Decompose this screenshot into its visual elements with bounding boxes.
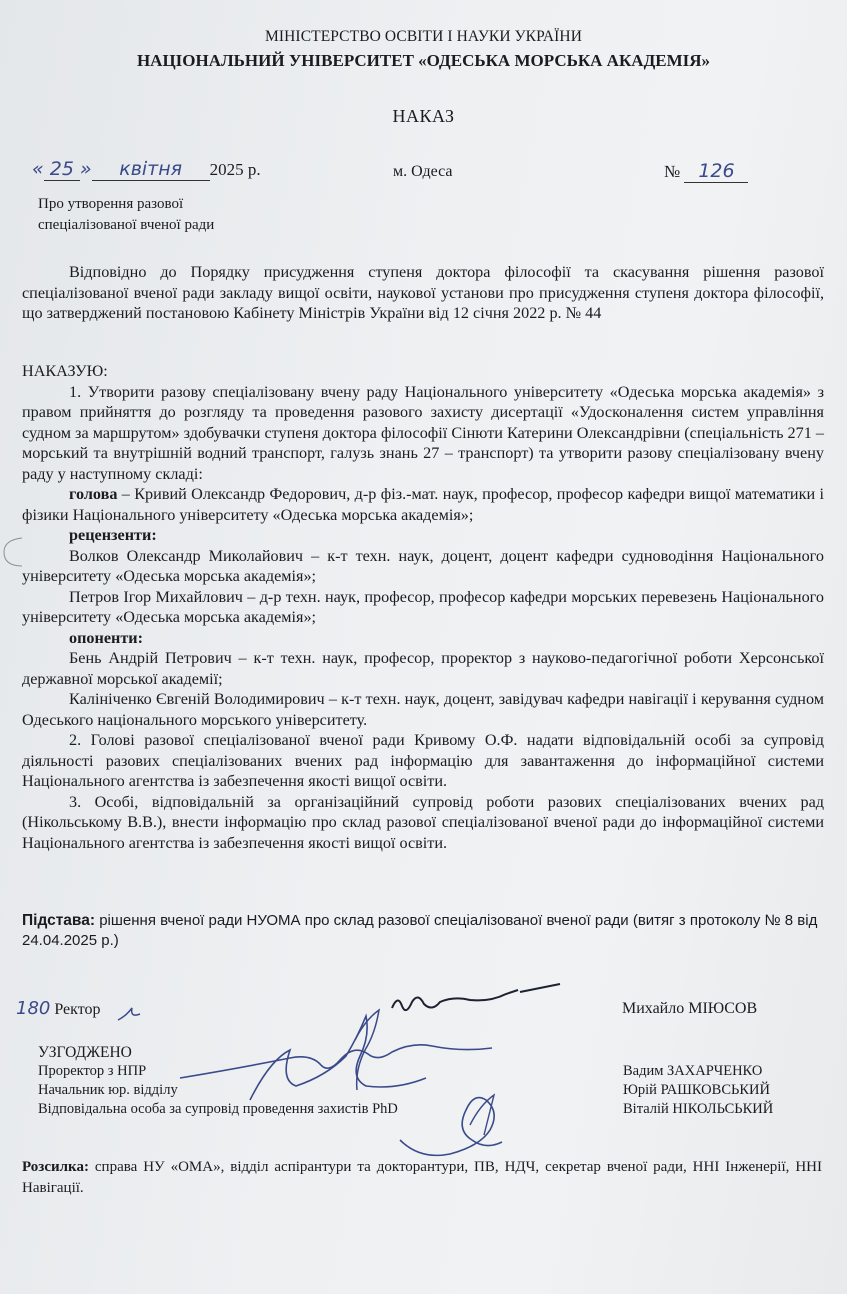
rector-note: 180 [16, 998, 51, 1019]
reviewer-1: Волков Олександр Миколайович – к-т техн. наук, доцент, доцент кафедри судноводіння Національного університету «Одеська морська академія»; [22, 546, 824, 585]
date-close-quote: » [79, 158, 92, 180]
order-body [22, 361, 824, 853]
basis-label: Підстава: [22, 912, 96, 929]
date-day: 25 [44, 158, 80, 181]
name-3: Віталій НІКОЛЬСЬКИЙ [623, 1101, 774, 1117]
mailing-label: Розсилка: [22, 1159, 89, 1175]
rector-name: Михайло МІЮСОВ [622, 1000, 758, 1017]
phd-signature-stroke [470, 1095, 494, 1135]
rector-signature [392, 984, 560, 1010]
opponent-2: Калініченко Євгеній Володимирович – к-т техн. наук, доцент, завідувач кафедри навігації і керування судном Одеського національного морського університету. [22, 690, 824, 729]
rector-label: Ректор [54, 1001, 101, 1018]
subject-line-2: спеціалізованої вченої ради [38, 217, 215, 233]
name-2: Юрій РАШКОВСЬКИЙ [623, 1082, 770, 1098]
role-3: Відповідальна особа за супровід проведення захистів PhD [38, 1101, 398, 1117]
reviewers-label: рецензенти [69, 526, 152, 544]
chair-text: – Кривий Олександр Федорович, д-р фіз.-мат. наук, професор, професор кафедри вищої математики і фізики Національного університету «Одеська морська академія»; [22, 485, 824, 524]
rector-initials [118, 1008, 140, 1020]
subject-line-1: Про утворення разової [38, 196, 184, 212]
reviewers-heading: рецензенти: [69, 526, 157, 544]
ministry-header: МІНІСТЕРСТВО ОСВІТИ І НАУКИ УКРАЇНИ [265, 28, 582, 45]
date-open-quote: « [32, 158, 44, 180]
phd-signature [400, 1098, 502, 1156]
date-month: квітня [92, 158, 210, 181]
document-title: НАКАЗ [392, 106, 455, 126]
signature-stroke [355, 1010, 379, 1090]
chair-label: голова [69, 485, 118, 503]
role-1: Проректор з НПР [38, 1063, 147, 1079]
role-2: Начальник юр. відділу [38, 1082, 178, 1098]
date-year: 2025 р. [209, 160, 261, 179]
name-1: Вадим ЗАХАРЧЕНКО [623, 1063, 763, 1079]
opponents-heading: опоненти: [69, 628, 144, 647]
order-subject [38, 194, 298, 236]
mailing-list [22, 1157, 822, 1199]
preamble: Відповідно до Порядку присудження ступеня доктора філософії та скасування рішення разової спеціалізованої вченої ради закладу вищої освіти, наукової установи про присудження ступеня доктора філософії, що затверджений постановою Кабінету Міністрів України від 12 січня 2022 р. № 44 [22, 263, 824, 322]
legal-signature [250, 1016, 426, 1100]
order-item-3: 3. Особі, відповідальній за організаційний супровід роботи разових спеціалізованих вчених рад (Нікольському В.В.), внести інформацію про склад разової спеціалізованої вченої ради до інформаційної системи Національного агентства із забезпечення якості вищої освіти. [22, 792, 824, 852]
number-value: 126 [684, 160, 748, 183]
number-label: № [664, 162, 681, 181]
order-city: м. Одеса [393, 163, 453, 180]
mailing-text: справа НУ «ОМА», відділ аспірантури та докторантури, ПВ, НДЧ, секретар вченої ради, ННІ Інженерії, ННІ Навігації. [22, 1159, 822, 1196]
order-item-2: 2. Голові разової спеціалізованої вченої ради Кривому О.Ф. надати відповідальній особі за супровід діяльності разових спеціалізованих вчених рад інформацію для завантаження до інформаційної системи Національного агентства із забезпечення якості вищої освіти. [22, 731, 824, 790]
rector-line [16, 998, 101, 1019]
opponent-1: Бень Андрій Петрович – к-т техн. наук, професор, проректор з науково-педагогічної роботи Херсонської державної морської академії; [22, 649, 824, 688]
margin-mark [4, 538, 22, 566]
basis-paragraph [22, 911, 830, 951]
university-header: НАЦІОНАЛЬНИЙ УНІВЕРСИТЕТ «ОДЕСЬКА МОРСЬКА АКАДЕМІЯ» [136, 51, 711, 70]
agreed-label: УЗГОДЖЕНО [38, 1044, 132, 1061]
order-date [32, 158, 261, 181]
order-heading: НАКАЗУЮ: [22, 362, 108, 380]
reviewer-2: Петров Ігор Михайлович – д-р техн. наук, професор, професор кафедри морських перевезень Національного університету «Одеська морська академія»; [22, 587, 824, 626]
basis-text: рішення вченої ради НУОМА про склад разової спеціалізованої вченої ради (витяг з протоколу № 8 від 24.04.2025 р.) [22, 912, 818, 949]
order-number [664, 160, 748, 183]
vice-rector-signature [180, 1045, 492, 1078]
opponents-label: опоненти [69, 628, 138, 647]
order-item-1: 1. Утворити разову спеціалізовану вчену раду Національного університету «Одеська морська академія» з правом прийняття до розгляду та проведення разового захисту дисертації «Удосконалення систем управління судном за маршрутом» здобувачки ступеня доктора філософії Сінюти Катерини Олександрівни (спеціальність 271 – морський та внутрішній водний транспорт, галузь знань 27 – транспорт) та утворити разову спеціалізовану вчену раду у наступному складі: [22, 382, 824, 483]
chair-paragraph [22, 484, 824, 525]
